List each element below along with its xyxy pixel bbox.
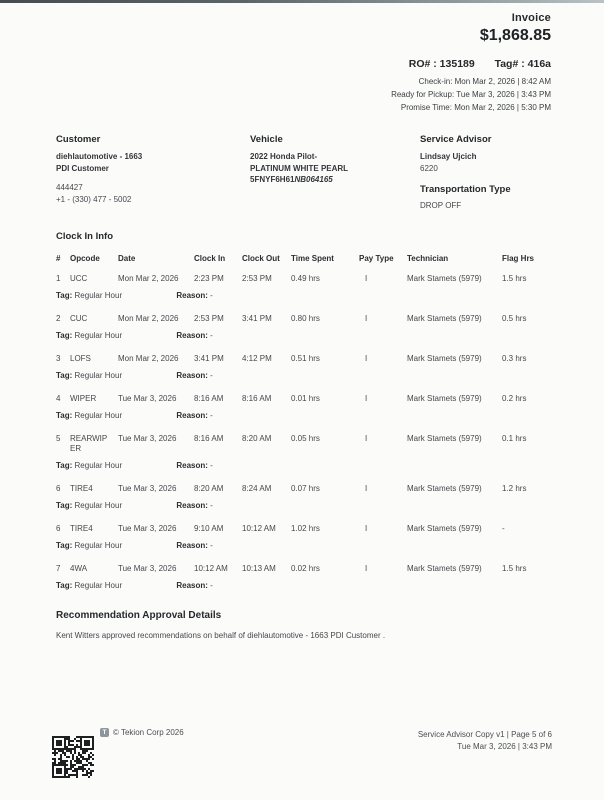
col-technician: Technician [407,254,449,263]
row-tag-line [56,457,554,480]
tag-label: Tag# : [494,58,525,70]
row-date: Mon Mar 2, 2026 [118,354,179,363]
footer-right [418,729,552,753]
row-num: 6 [56,524,61,533]
row-opcode: UCC [70,274,88,283]
row-clock-in: 10:12 AM [194,564,228,573]
qr-code [52,736,94,778]
col-pay-type: Pay Type [359,254,394,263]
row-tag-line [56,367,554,390]
row-opcode: WIPER [70,394,97,403]
row-pay-type: I [365,524,368,533]
table-row [56,310,554,327]
row-date: Tue Mar 3, 2026 [118,564,177,573]
recommendation-section [56,610,554,640]
vehicle-vin [250,174,420,186]
row-clock-in: 8:20 AM [194,484,224,493]
row-clock-out: 3:41 PM [242,314,272,323]
row-pay-type: I [365,354,368,363]
row-opcode: 4WA [70,564,88,573]
row-clock-out: 10:12 AM [242,524,276,533]
row-date: Mon Mar 2, 2026 [118,314,179,323]
tag-label: Tag: [56,331,73,340]
table-row [56,270,554,287]
ro-tag-line [391,58,551,70]
table-row [56,480,554,497]
tag-label: Tag: [56,371,73,380]
row-clock-out: 10:13 AM [242,564,276,573]
recommendation-text: Kent Witters approved recommendations on behalf of diehlautomotive - 1663 PDI Customer . [56,631,386,640]
tag-value: Regular Hour [74,461,123,470]
row-clock-in: 3:41 PM [194,354,224,363]
tag-value: Regular Hour [74,411,123,420]
transport-heading: Transportation Type [420,184,511,195]
row-technician: Mark Stamets (5979) [407,564,482,573]
reason-group [176,501,212,510]
row-time-spent: 0.07 hrs [291,484,320,493]
row-tag-line [56,287,554,310]
row-technician: Mark Stamets (5979) [407,354,482,363]
row-date: Tue Mar 3, 2026 [118,394,177,403]
reason-label: Reason: [176,371,208,380]
tekion-text: © Tekion Corp 2026 [113,728,184,737]
reason-group [176,411,212,420]
row-flag-hrs: 1.5 hrs [502,564,527,573]
vehicle-section [250,134,420,212]
reason-label: Reason: [176,331,208,340]
customer-section [56,134,250,212]
advisor-id: 6220 [420,163,438,173]
reason-value: - [210,331,213,340]
row-opcode: TIRE4 [70,484,93,493]
reason-group [176,371,212,380]
row-pay-type: I [365,394,368,403]
clock-in-section [56,231,554,600]
tag-label: Tag: [56,461,73,470]
reason-value: - [210,371,213,380]
vin-suffix: NB064165 [294,175,333,184]
tag-label: Tag: [56,581,73,590]
row-clock-out: 8:24 AM [242,484,272,493]
row-tag-line [56,537,554,560]
table-row [56,560,554,577]
row-time-spent: 0.80 hrs [291,314,320,323]
col-time-spent: Time Spent [291,254,334,263]
row-clock-out: 2:53 PM [242,274,272,283]
reason-group [176,331,212,340]
tag-label: Tag: [56,501,73,510]
row-technician: Mark Stamets (5979) [407,524,482,533]
reason-label: Reason: [176,541,208,550]
tag-value: Regular Hour [74,371,123,380]
row-clock-in: 9:10 AM [194,524,224,533]
row-technician: Mark Stamets (5979) [407,274,482,283]
table-row [56,390,554,407]
tag-label: Tag: [56,291,73,300]
clock-in-heading: Clock In Info [56,231,113,242]
vehicle-model: 2022 Honda Pilot- [250,152,318,161]
col-clock-out: Clock Out [242,254,280,263]
row-opcode: CUC [70,314,88,323]
row-tag-line [56,327,554,350]
col-flag-hrs: Flag Hrs [502,254,535,263]
row-technician: Mark Stamets (5979) [407,314,482,323]
row-tag-line [56,497,554,520]
row-pay-type: I [365,434,368,443]
footer-date-line: Tue Mar 3, 2026 | 3:43 PM [457,742,552,751]
transport-value: DROP OFF [420,201,462,210]
tag-value: Regular Hour [74,581,123,590]
invoice-amount: $1,868.85 [479,27,551,44]
row-num: 6 [56,484,61,493]
row-date: Tue Mar 3, 2026 [118,484,177,493]
reason-value: - [210,411,213,420]
row-technician: Mark Stamets (5979) [407,394,482,403]
table-row [56,520,554,537]
reason-group [176,461,212,470]
reason-value: - [210,461,213,470]
table-row [56,350,554,367]
tag-value: Regular Hour [74,291,123,300]
vin-prefix: 5FNYF6H61 [250,175,295,184]
promise-time-line: Promise Time: Mon Mar 2, 2026 | 5:30 PM [400,103,551,112]
row-time-spent: 0.02 hrs [291,564,320,573]
row-num: 1 [56,274,61,283]
customer-id: 444427 [56,183,83,192]
row-clock-in: 2:53 PM [194,314,224,323]
reason-group [176,541,212,550]
ro-number: 135189 [439,58,475,70]
tekion-copyright [100,728,184,737]
tekion-logo-icon: T [100,728,109,737]
row-date: Tue Mar 3, 2026 [118,524,177,533]
row-time-spent: 0.05 hrs [291,434,320,443]
row-date: Mon Mar 2, 2026 [118,274,179,283]
ready-pickup-line: Ready for Pickup: Tue Mar 3, 2026 | 3:43 PM [391,90,551,99]
tag-value: Regular Hour [74,501,123,510]
row-flag-hrs: 0.2 hrs [502,394,527,403]
invoice-header [391,12,551,114]
col-opcode: Opcode [70,254,100,263]
customer-name: diehlautomotive - 1663 [56,152,143,161]
row-flag-hrs: 0.3 hrs [502,354,527,363]
row-technician: Mark Stamets (5979) [407,434,482,443]
row-pay-type: I [365,274,368,283]
invoice-title: Invoice [511,12,551,24]
row-time-spent: 0.01 hrs [291,394,320,403]
reason-label: Reason: [176,461,208,470]
tag-number: 416a [527,58,551,70]
reason-value: - [210,541,213,550]
reason-value: - [210,501,213,510]
reason-label: Reason: [176,291,208,300]
recommendation-heading: Recommendation Approval Details [56,610,222,621]
row-flag-hrs: 1.5 hrs [502,274,527,283]
visit-times [391,75,551,114]
reason-group [176,581,212,590]
vehicle-color: PLATINUM WHITE PEARL [250,163,349,173]
row-flag-hrs: - [502,524,505,533]
customer-heading: Customer [56,134,101,145]
row-time-spent: 0.49 hrs [291,274,320,283]
row-pay-type: I [365,564,368,573]
row-opcode: TIRE4 [70,524,93,533]
row-time-spent: 1.02 hrs [291,524,320,533]
row-date: Tue Mar 3, 2026 [118,434,177,443]
tag-value: Regular Hour [74,541,123,550]
reason-value: - [210,291,213,300]
tag-value: Regular Hour [74,331,123,340]
vehicle-heading: Vehicle [250,134,283,145]
tag-label: Tag: [56,541,73,550]
row-num: 5 [56,434,61,443]
table-row [56,430,554,457]
col-clock-in: Clock In [194,254,226,263]
row-clock-out: 8:20 AM [242,434,272,443]
reason-group [176,291,212,300]
row-opcode: REARWIPER [70,434,108,453]
row-flag-hrs: 0.1 hrs [502,434,527,443]
ro-label: RO# : [408,58,437,70]
row-tag-line [56,407,554,430]
row-flag-hrs: 1.2 hrs [502,484,527,493]
row-clock-in: 8:16 AM [194,394,224,403]
reason-label: Reason: [176,581,208,590]
col-num: # [56,254,61,263]
row-clock-in: 8:16 AM [194,434,224,443]
customer-phone: +1 - (330) 477 - 5002 [56,194,132,204]
advisor-section [420,134,552,212]
row-num: 4 [56,394,61,403]
tag-label: Tag: [56,411,73,420]
info-columns [56,134,552,212]
clock-table-body [56,270,554,600]
row-time-spent: 0.51 hrs [291,354,320,363]
row-pay-type: I [365,314,368,323]
row-pay-type: I [365,484,368,493]
advisor-heading: Service Advisor [420,134,492,145]
row-num: 2 [56,314,61,323]
row-num: 3 [56,354,61,363]
reason-label: Reason: [176,411,208,420]
row-technician: Mark Stamets (5979) [407,484,482,493]
page-top-edge [0,0,604,3]
advisor-name: Lindsay Ujcich [420,152,477,161]
clock-table-header [56,251,554,270]
row-clock-out: 4:12 PM [242,354,272,363]
customer-type: PDI Customer [56,163,109,173]
row-opcode: LOFS [70,354,91,363]
row-num: 7 [56,564,61,573]
reason-value: - [210,581,213,590]
checkin-line: Check-in: Mon Mar 2, 2026 | 8:42 AM [418,77,551,86]
col-date: Date [118,254,136,263]
reason-label: Reason: [176,501,208,510]
copy-page-line: Service Advisor Copy v1 | Page 5 of 6 [417,730,552,739]
row-clock-in: 2:23 PM [194,274,224,283]
row-flag-hrs: 0.5 hrs [502,314,527,323]
row-tag-line [56,577,554,600]
row-clock-out: 8:16 AM [242,394,272,403]
